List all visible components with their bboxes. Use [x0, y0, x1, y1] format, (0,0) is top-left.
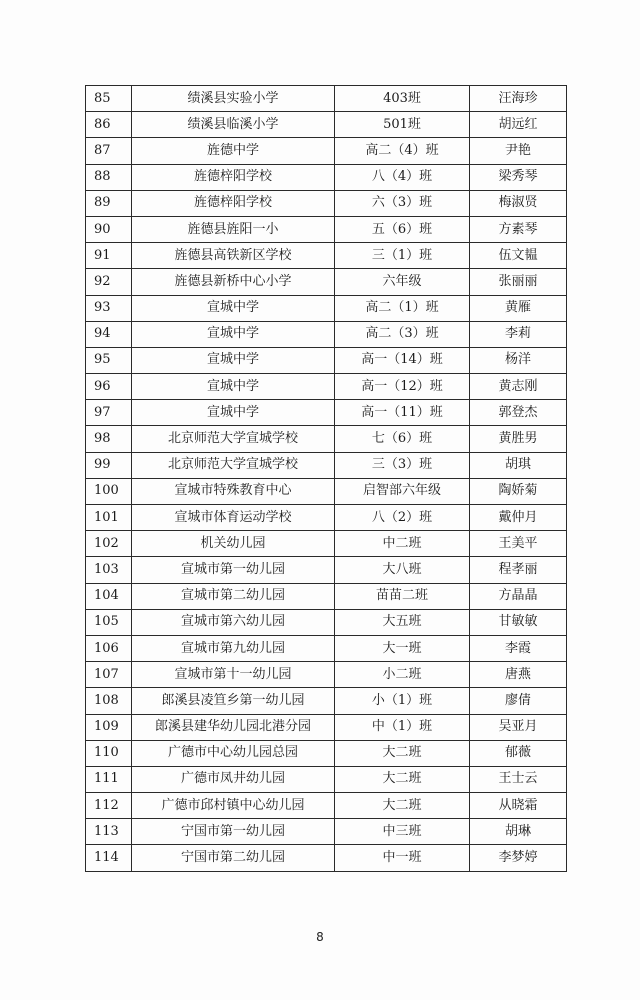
table-row — [86, 164, 567, 190]
table-row — [86, 819, 567, 845]
teacher-name-cell: 唐燕 — [470, 662, 567, 688]
school-cell: 宣城中学 — [132, 374, 335, 400]
school-cell: 宣城市第六幼儿园 — [132, 609, 335, 635]
teacher-name-cell: 胡琳 — [470, 819, 567, 845]
class-cell: 高二（3）班 — [335, 321, 470, 347]
row-number: 114 — [86, 845, 132, 871]
teacher-name-cell: 甘敏敏 — [470, 609, 567, 635]
school-cell: 宣城市体育运动学校 — [132, 505, 335, 531]
class-cell: 小（1）班 — [335, 688, 470, 714]
school-cell: 宣城中学 — [132, 295, 335, 321]
row-number: 87 — [86, 138, 132, 164]
school-cell: 广德市中心幼儿园总园 — [132, 740, 335, 766]
teacher-name-cell: 李莉 — [470, 321, 567, 347]
school-cell: 广德市邱村镇中心幼儿园 — [132, 793, 335, 819]
school-cell: 旌德梓阳学校 — [132, 190, 335, 216]
row-number: 85 — [86, 86, 132, 112]
teacher-name-cell: 王美平 — [470, 531, 567, 557]
table-row — [86, 295, 567, 321]
teacher-roster-table — [85, 85, 567, 872]
class-cell: 大五班 — [335, 609, 470, 635]
table-row — [86, 321, 567, 347]
class-cell: 高一（11）班 — [335, 400, 470, 426]
teacher-name-cell: 方晶晶 — [470, 583, 567, 609]
table-row — [86, 243, 567, 269]
class-cell: 中二班 — [335, 531, 470, 557]
table-row — [86, 452, 567, 478]
row-number: 105 — [86, 609, 132, 635]
table-row — [86, 531, 567, 557]
table-row — [86, 138, 567, 164]
school-cell: 宁国市第一幼儿园 — [132, 819, 335, 845]
teacher-name-cell: 胡远红 — [470, 112, 567, 138]
school-cell: 旌德县高铁新区学校 — [132, 243, 335, 269]
school-cell: 宁国市第二幼儿园 — [132, 845, 335, 871]
school-cell: 广德市凤井幼儿园 — [132, 766, 335, 792]
table-row — [86, 793, 567, 819]
class-cell: 高一（14）班 — [335, 347, 470, 373]
teacher-name-cell: 郁薇 — [470, 740, 567, 766]
teacher-name-cell: 尹艳 — [470, 138, 567, 164]
class-cell: 高二（4）班 — [335, 138, 470, 164]
table-row — [86, 609, 567, 635]
row-number: 99 — [86, 452, 132, 478]
table-row — [86, 766, 567, 792]
class-cell: 403班 — [335, 86, 470, 112]
teacher-name-cell: 杨洋 — [470, 347, 567, 373]
class-cell: 三（3）班 — [335, 452, 470, 478]
teacher-name-cell: 李梦婷 — [470, 845, 567, 871]
school-cell: 宣城中学 — [132, 400, 335, 426]
school-cell: 宣城市第九幼儿园 — [132, 635, 335, 661]
table-row — [86, 347, 567, 373]
school-cell: 旌德县旌阳一小 — [132, 216, 335, 242]
teacher-name-cell: 伍文韫 — [470, 243, 567, 269]
page-number: 8 — [316, 930, 324, 944]
school-cell: 旌德县新桥中心小学 — [132, 269, 335, 295]
row-number: 107 — [86, 662, 132, 688]
school-cell: 机关幼儿园 — [132, 531, 335, 557]
row-number: 90 — [86, 216, 132, 242]
row-number: 92 — [86, 269, 132, 295]
class-cell: 中一班 — [335, 845, 470, 871]
table-row — [86, 400, 567, 426]
class-cell: 五（6）班 — [335, 216, 470, 242]
table-row — [86, 557, 567, 583]
row-number: 94 — [86, 321, 132, 347]
class-cell: 大一班 — [335, 635, 470, 661]
teacher-name-cell: 王士云 — [470, 766, 567, 792]
class-cell: 六年级 — [335, 269, 470, 295]
class-cell: 大二班 — [335, 766, 470, 792]
class-cell: 三（1）班 — [335, 243, 470, 269]
row-number: 89 — [86, 190, 132, 216]
row-number: 112 — [86, 793, 132, 819]
class-cell: 501班 — [335, 112, 470, 138]
table-row — [86, 845, 567, 871]
teacher-name-cell: 廖倩 — [470, 688, 567, 714]
table-row — [86, 216, 567, 242]
table-row — [86, 190, 567, 216]
teacher-name-cell: 汪海珍 — [470, 86, 567, 112]
class-cell: 中（1）班 — [335, 714, 470, 740]
teacher-name-cell: 黄雁 — [470, 295, 567, 321]
school-cell: 宣城市特殊教育中心 — [132, 478, 335, 504]
table-row — [86, 426, 567, 452]
school-cell: 绩溪县实验小学 — [132, 86, 335, 112]
row-number: 101 — [86, 505, 132, 531]
teacher-name-cell: 吴亚月 — [470, 714, 567, 740]
row-number: 93 — [86, 295, 132, 321]
teacher-name-cell: 黄志刚 — [470, 374, 567, 400]
row-number: 96 — [86, 374, 132, 400]
teacher-name-cell: 程孝丽 — [470, 557, 567, 583]
table-row — [86, 688, 567, 714]
class-cell: 中三班 — [335, 819, 470, 845]
teacher-name-cell: 梁秀琴 — [470, 164, 567, 190]
table-row — [86, 86, 567, 112]
class-cell: 大八班 — [335, 557, 470, 583]
school-cell: 旌德梓阳学校 — [132, 164, 335, 190]
class-cell: 苗苗二班 — [335, 583, 470, 609]
row-number: 111 — [86, 766, 132, 792]
school-cell: 郎溪县凌笪乡第一幼儿园 — [132, 688, 335, 714]
row-number: 113 — [86, 819, 132, 845]
table-row — [86, 635, 567, 661]
table-row — [86, 740, 567, 766]
class-cell: 七（6）班 — [335, 426, 470, 452]
row-number: 86 — [86, 112, 132, 138]
row-number: 100 — [86, 478, 132, 504]
row-number: 102 — [86, 531, 132, 557]
row-number: 103 — [86, 557, 132, 583]
class-cell: 启智部六年级 — [335, 478, 470, 504]
table-row — [86, 374, 567, 400]
row-number: 97 — [86, 400, 132, 426]
row-number: 98 — [86, 426, 132, 452]
teacher-name-cell: 梅淑贤 — [470, 190, 567, 216]
table-row — [86, 505, 567, 531]
row-number: 104 — [86, 583, 132, 609]
class-cell: 八（4）班 — [335, 164, 470, 190]
class-cell: 高一（12）班 — [335, 374, 470, 400]
class-cell: 大二班 — [335, 740, 470, 766]
teacher-name-cell: 从晓霜 — [470, 793, 567, 819]
class-cell: 六（3）班 — [335, 190, 470, 216]
teacher-name-cell: 方素琴 — [470, 216, 567, 242]
table-row — [86, 583, 567, 609]
teacher-name-cell: 李霞 — [470, 635, 567, 661]
class-cell: 大二班 — [335, 793, 470, 819]
row-number: 106 — [86, 635, 132, 661]
school-cell: 绩溪县临溪小学 — [132, 112, 335, 138]
row-number: 108 — [86, 688, 132, 714]
class-cell: 八（2）班 — [335, 505, 470, 531]
school-cell: 旌德中学 — [132, 138, 335, 164]
row-number: 110 — [86, 740, 132, 766]
school-cell: 北京师范大学宣城学校 — [132, 426, 335, 452]
teacher-name-cell: 戴仲月 — [470, 505, 567, 531]
table-row — [86, 112, 567, 138]
teacher-name-cell: 张丽丽 — [470, 269, 567, 295]
row-number: 91 — [86, 243, 132, 269]
school-cell: 宣城市第二幼儿园 — [132, 583, 335, 609]
table-row — [86, 269, 567, 295]
school-cell: 宣城市第十一幼儿园 — [132, 662, 335, 688]
teacher-name-cell: 胡琪 — [470, 452, 567, 478]
teacher-name-cell: 郭登杰 — [470, 400, 567, 426]
table-row — [86, 478, 567, 504]
class-cell: 高二（1）班 — [335, 295, 470, 321]
row-number: 109 — [86, 714, 132, 740]
school-cell: 北京师范大学宣城学校 — [132, 452, 335, 478]
school-cell: 宣城市第一幼儿园 — [132, 557, 335, 583]
teacher-name-cell: 黄胜男 — [470, 426, 567, 452]
table-row — [86, 662, 567, 688]
roster-table-body — [86, 86, 567, 872]
teacher-name-cell: 陶娇菊 — [470, 478, 567, 504]
school-cell: 宣城中学 — [132, 321, 335, 347]
school-cell: 宣城中学 — [132, 347, 335, 373]
school-cell: 郎溪县建华幼儿园北港分园 — [132, 714, 335, 740]
table-row — [86, 714, 567, 740]
row-number: 95 — [86, 347, 132, 373]
row-number: 88 — [86, 164, 132, 190]
class-cell: 小二班 — [335, 662, 470, 688]
